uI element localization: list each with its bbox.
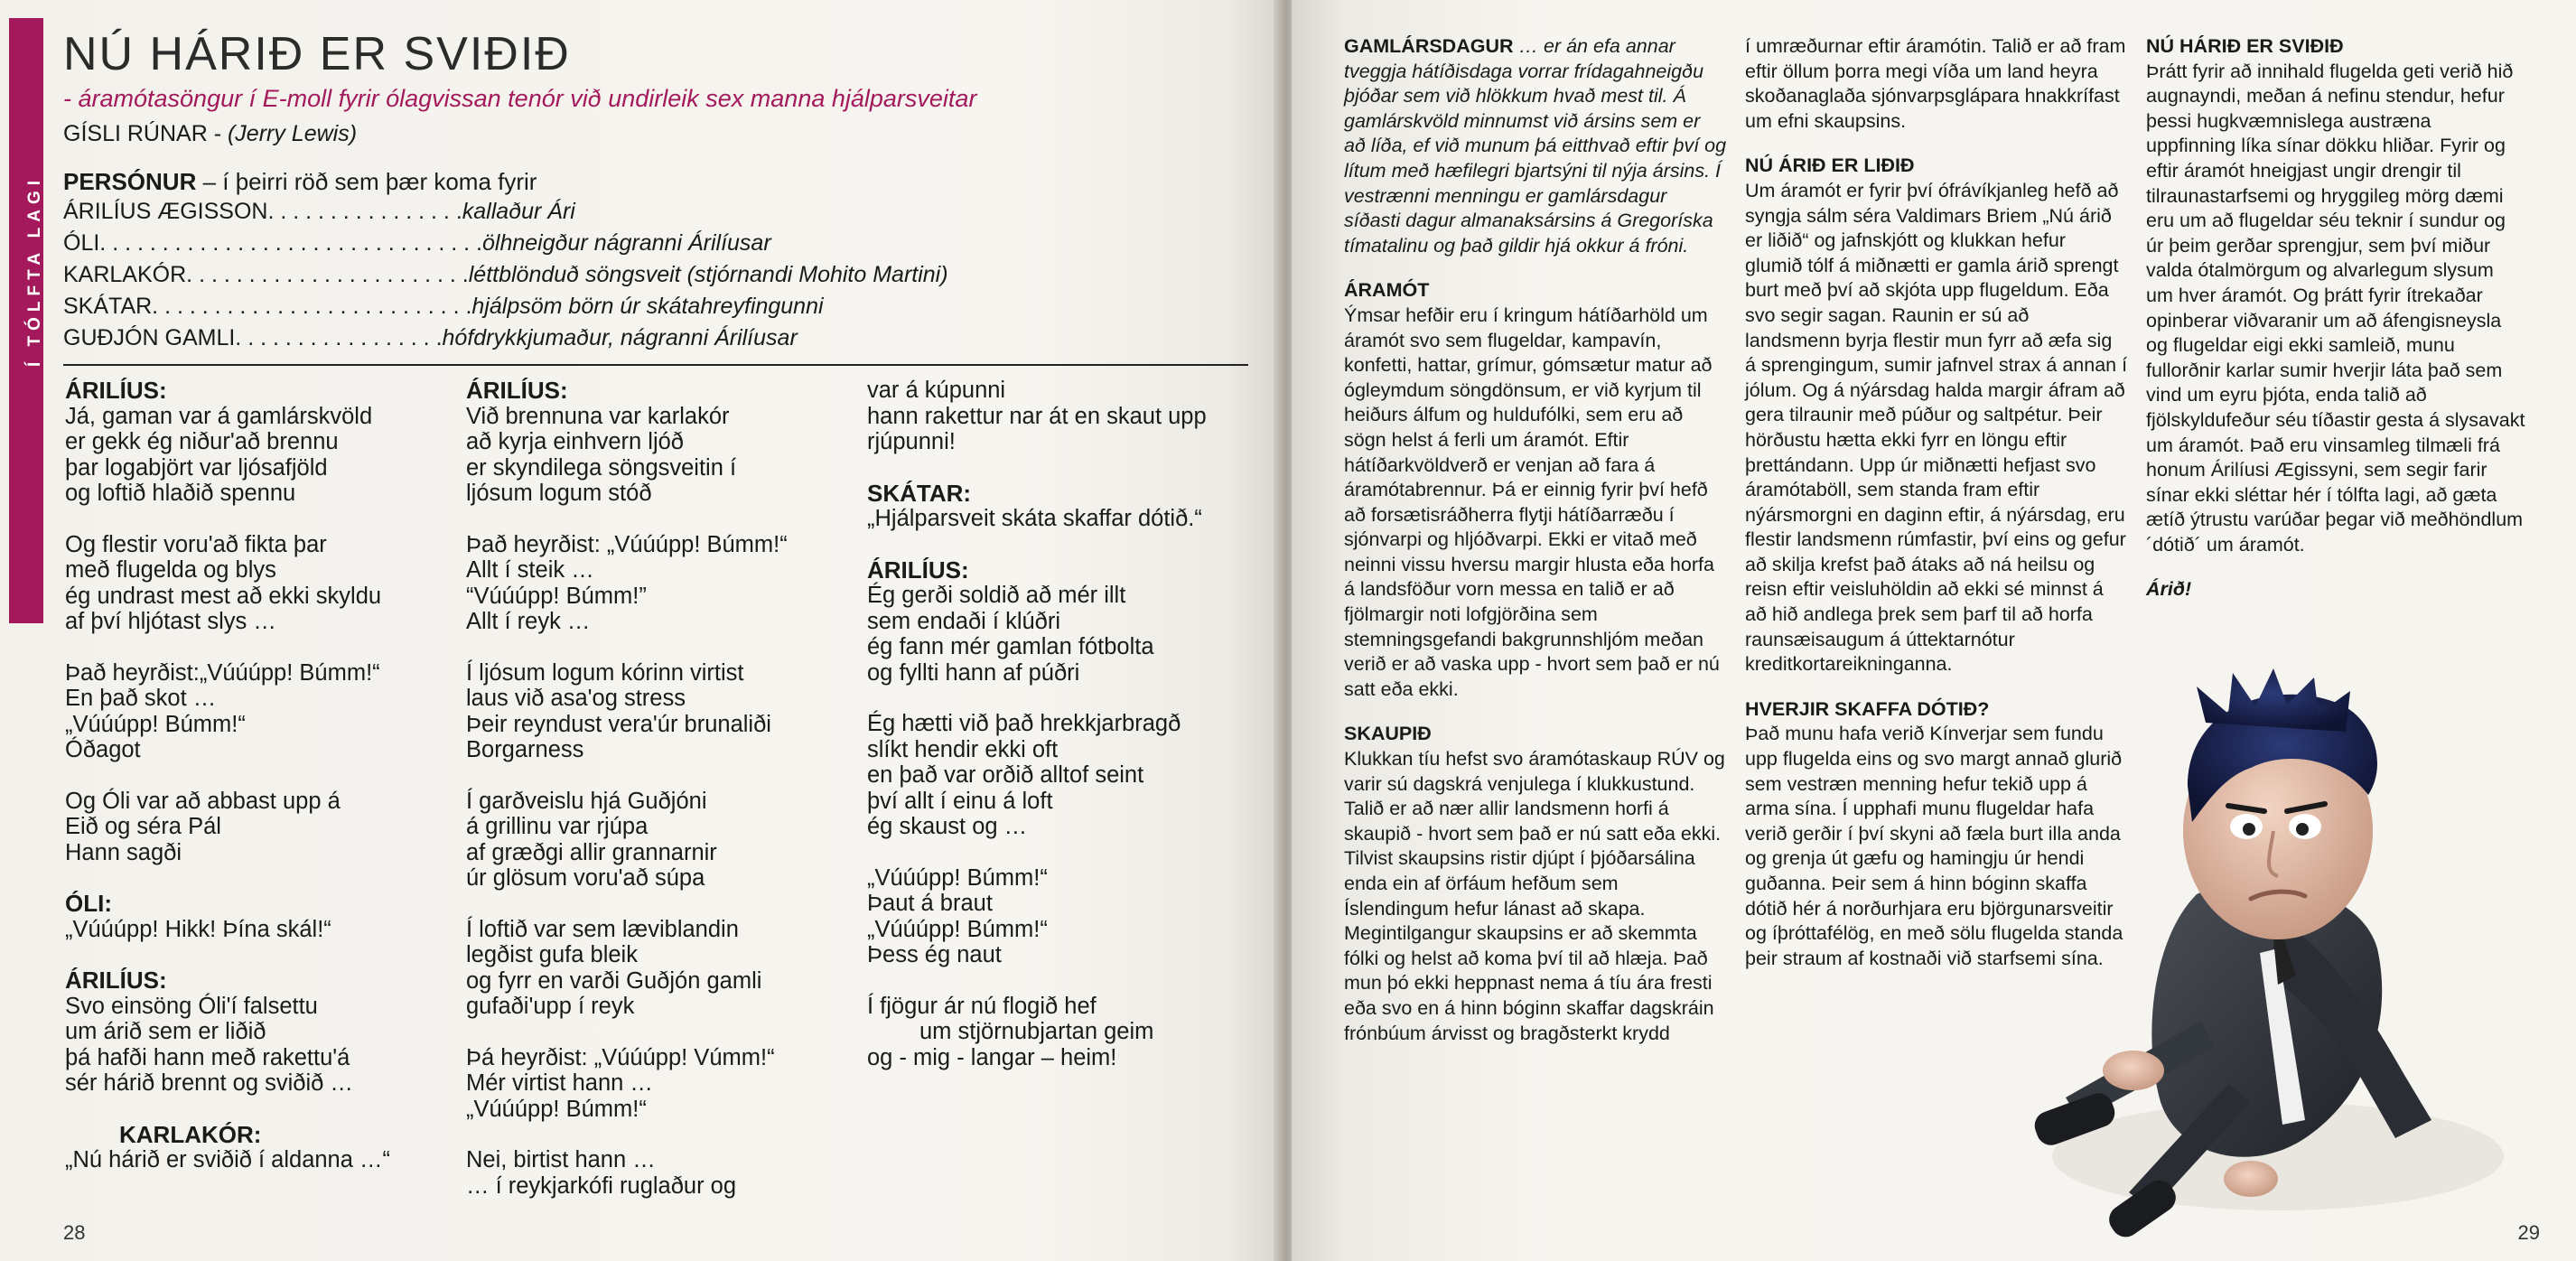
lyric-line: Í fjögur ár nú flogið hef: [867, 993, 1097, 1019]
lyric-line: Borgarness: [466, 737, 584, 762]
lyric-line: og fyllti hann af púðri: [867, 659, 1080, 686]
lyric-line: Svo einsöng Óli'í falsettu: [65, 993, 318, 1019]
lyric-line: Þá heyrðist: „Vúúúpp! Vúmm!“: [466, 1044, 775, 1070]
persons-heading: [63, 168, 537, 196]
stanza: [65, 532, 453, 635]
stanza: [65, 660, 453, 763]
lyric-line: ljósum logum stóð: [466, 481, 652, 506]
lyric-line: og fyrr en varði Guðjón gamli: [466, 967, 762, 994]
persons-label: PERSÓNUR: [63, 168, 197, 195]
stanza: [65, 1122, 453, 1173]
cast-name: ÓLI: [63, 230, 100, 256]
column-1-sections: [1344, 278, 1727, 1046]
section-text: Um áramót er fyrir því ófrávíkjanleg hefð að syngja sálm séra Valdimars Briem „Nú árið er liðið“ og jafnskjótt og klukkan hefur glumið tólf á miðnætti er gamla árið sprengt burt með því að skjóta upp flugeldum. Eða svo segir sagan. Raunin er sú að landsmenn byrja flestir mun fyrr að æfa sig á sprengingum, sumir jafnvel strax á annan í jólum. Og á nýársdag halda margir áfram að gera tilraunir með púður og saltpétur. Þeir hörðustu hætta ekki fyrr en löngu eftir þrettándann. Upp úr miðnætti hefjast svo áramótaböll, sem standa fram eftir nýársmorgni en daginn eftir, á nýársdag, eru flestir landsmenn rúmfastir, því eins og gefur að skilja krefst það átaks að ná heilsu og reisn eftir veisluhöldin að ekki sé minnst á að hið andlega þrek sem þarf til að horfa raunsæisaugum á úttektarnótur kreditkortareikninganna.: [1745, 179, 2128, 676]
stanza: [466, 378, 854, 507]
lyric-line: ég fann mér gamlan fótbolta: [867, 634, 1154, 659]
speaker-label: ÓLI:: [65, 890, 112, 917]
lyric-line: „Vúúúpp! Búmm!“: [867, 916, 1048, 942]
article-column-3: [2146, 34, 2525, 602]
lyric-line: sér hárið brennt og sviðið …: [65, 1070, 353, 1096]
cast-name: SKÁTAR: [63, 294, 153, 319]
lyric-line: Og Óli var að abbast upp á: [65, 788, 341, 814]
lyric-line: því allt í einu á loft: [867, 788, 1053, 814]
song-subtitle: - áramótasöngur í E-moll fyrir ólagvissan tenór við undirleik sex manna hjálparsveitar: [63, 85, 977, 112]
side-tab-label: Í TÓLFTA LAGI: [25, 174, 44, 368]
lyric-line: þá hafði hann með rakettu'á: [65, 1044, 350, 1070]
lyric-line: slíkt hendir ekki oft: [867, 736, 1059, 762]
lyric-line: Ég gerði soldið að mér illt: [867, 583, 1126, 608]
cast-row: [63, 325, 966, 357]
lyric-line: um árið sem er liðið: [65, 1019, 266, 1044]
section-heading: ÁRAMÓT: [1344, 279, 1430, 302]
speaker-label: ÁRILÍUS:: [65, 967, 167, 994]
cast-name: ÁRILÍUS ÆGISSON: [63, 199, 268, 224]
speaker-label: ÁRILÍUS:: [466, 377, 568, 404]
lyric-line: gufaði'upp í reyk: [466, 994, 635, 1019]
lyric-line: Þeir reyndust vera'úr brunaliði: [466, 711, 771, 737]
section-text: Það munu hafa verið Kínverjar sem fundu upp flugelda eins og svo margt annað glurið sem vestræn menning hefur tekið upp á arma sína. Í upphafi munu flugeldar hafa verið gerðir í því skyni að fæla burt illa anda og grenja út gæfu og hamingju úr hendi guðanna. Þeir sem á hinn bóginn skaffa dótið hér á norðurhjara eru björgunarsveitir og íþróttafélög, en með sölu flugelda standa þeir straum af kostnaði við starfsemi sína.: [1745, 723, 2123, 969]
author-name: GÍSLI RÚNAR -: [63, 121, 222, 146]
lyric-line: Allt í reyk …: [466, 609, 591, 634]
lyric-line: legðist gufa bleik: [466, 942, 638, 967]
lyric-line: „Vúúúpp! Hikk! Þína skál!“: [65, 916, 331, 942]
lyric-line: Við brennuna var karlakór: [466, 403, 730, 429]
lyric-line: Það heyrðist: „Vúúúpp! Búmm!“: [466, 531, 788, 557]
lyric-line: Ég hætti við það hrekkjarbragð: [867, 711, 1181, 736]
lyric-line: rjúpunni!: [867, 429, 956, 454]
stanza: [867, 481, 1255, 532]
author-alias: (Jerry Lewis): [227, 121, 358, 146]
lyric-line: „Nú hárið er sviðið í aldanna …“: [65, 1147, 391, 1172]
lyric-line: “Vúúúpp! Búmm!”: [466, 583, 647, 609]
divider-rule: [63, 364, 1248, 366]
cast-row: [63, 199, 966, 230]
lyric-line: Já, gaman var á gamlárskvöld: [65, 403, 373, 429]
lyric-line: Allt í steik …: [466, 557, 594, 583]
lyric-line: „Hjálparsveit skáta skaffar dótið.“: [867, 506, 1202, 531]
article-column-1: [1344, 34, 1727, 1066]
lyric-line: ég skaust og …: [867, 814, 1028, 839]
cast-role: hjálpsöm börn úr skátahreyfingunni: [471, 294, 824, 319]
lyric-line: Nei, birtist hann …: [466, 1147, 656, 1172]
section-text: Þrátt fyrir að innihald flugelda geti verið hið augnayndi, meðan á nefinu stendur, hefur þessi hugkvæmnislega austræna uppfinning líka sínar dökku hliðar. Fyrir og eftir áramót hneigjast ungir drengir til tilraunastarfsemi og hryggileg mörg dæmi eru um að flugeldar séu teknir í sundur og úr þeim gerðar sprengjur, sem því miður valda ótalmörgum og alvarlegum slysum um hver áramót. Og þrátt fyrir ítrekaðar opinberar viðvaranir um að áfengisneysla og flugeldar eigi ekki samleið, munu fullorðnir karlar sumir hverjir láta það sem vind um eyru þjóta, enda talið að fjölskyldufeður séu tíðastir gesta á slysavakt um áramót. Það eru vinsamleg tilmæli frá honum Árilíusi Ægissyni, sem segir farir sínar ekki sléttar hér í tólfta lagi, að gæta ætíð ýtrustu varúðar þegar við meðhöndlum ´dótið´ um áramót.: [2146, 60, 2525, 556]
section-text: Klukkan tíu hefst svo áramótaskaup RÚV og varir sú dagskrá venjulega í klukkustund. Talið er að nær allir landsmenn horfi á skaupið - hvort sem það er nú satt eða ekki. Tilvist skaupsins ristir djúpt í þjóðarsálina enda ein af örfáum hefðum sem Íslendingum hefur lánast að skapa. Megintilgangur skaupsins er að skemmta fólki og helst að koma því til að hlæja. Það mun þó ekki heppnast nema á tíu ára fresti eða svo en á hinn bóginn skaffar dagskráin frónbúum árvisst og bragðsterkt krydd: [1344, 748, 1725, 1044]
stanza: [65, 378, 453, 507]
intro-text: … er án efa annar tveggja hátíðisdaga vorrar frídagahneigðu þjóðar sem við hlökkum hvað mest til. Á gamlárskvöld minnumst við ársins sem er að líða, ef við munum þá eitthvað eftir því og lítum með hæfilegri bjartsýni til nýja ársins. Í vestrænni menningu er gamlársdagur síðasti dagur almanaksársins á Gregoríska tímatalinu og það gildir hjá okkur á fróni.: [1344, 35, 1727, 257]
song-author: [63, 121, 357, 147]
lyric-line: úr glösum voru'að súpa: [466, 865, 705, 891]
cast-list: [63, 199, 966, 357]
cast-role: kallaður Ári: [462, 199, 575, 224]
continued-paragraph: í umræðurnar eftir áramótin. Talið er að fram eftir öllum þorra megi víða um land heyra skoðanaglaða sjónvarpsglápara hnakkrífast um efni skaupsins.: [1745, 35, 2126, 132]
side-tab: [9, 18, 43, 623]
cast-role: ölhneigður nágranni Árilíusar: [482, 230, 771, 256]
cast-role: hófdrykkjumaður, nágranni Árilíusar: [442, 325, 798, 350]
stanza: [466, 1045, 854, 1123]
lyric-line: … í reykjarkófi ruglaður og: [466, 1172, 737, 1199]
stanza: [466, 660, 854, 763]
cast-dots: . . . . . . . . . . . . . . . .: [267, 199, 462, 224]
cast-name: GUÐJÓN GAMLI: [63, 325, 236, 350]
lyric-line: Eið og séra Pál: [65, 814, 221, 839]
cast-dots: . . . . . . . . . . . . . . . . . . . . . . . . . .: [152, 294, 472, 319]
stanza: [867, 865, 1255, 968]
lyric-line: „Vúúúpp! Búmm!“: [65, 711, 246, 737]
lyric-line: laus við asa'og stress: [466, 686, 686, 711]
lyric-line: sem endaði í klúðri: [867, 608, 1061, 634]
stanza: [466, 1147, 854, 1199]
stanza: [65, 789, 453, 866]
right-page: [1292, 0, 2576, 1261]
lyrics-column-3: [867, 378, 1255, 1096]
stanza: [867, 378, 1255, 455]
stanza: [466, 789, 854, 892]
stanza: [466, 917, 854, 1020]
speaker-label: SKÁTAR:: [867, 479, 972, 507]
stanza: [65, 891, 453, 942]
clay-character-figure-icon: [1980, 650, 2558, 1261]
section-heading: SKAUPIÐ: [1344, 723, 1432, 745]
section-text: Ýmsar hefðir eru í kringum hátíðarhöld um áramót svo sem flugeldar, kampavín, konfetti, hattar, grímur, gómsætur matur að ógleymdum söngdönsum, er við kyrjum til heiðurs álfum og huldufólki, sem eru að sögn helst á ferli um áramót. Eftir hátíðarkvöldverð er venjan að fara á áramótabrennur. Þá er einnig fyrir því hefð að forsætisráðherra flytji hátíðarræðu í sjónvarpi og hljóðvarpi. Ekki er vitað með neinni vissu hversu margir hlusta eða horfa á landsföður vorn messa en talið er að fjölmargir noti lofgjörðina sem stemningsgefandi bakgrunnshljóm meðan verið er að vaska upp - hvort sem það er nú satt eða ekki.: [1344, 304, 1720, 700]
speaker-label: ÁRILÍUS:: [867, 556, 969, 584]
lyric-line: er skyndilega söngsveitin í: [466, 454, 737, 481]
section-heading: HVERJIR SKAFFA DÓTIÐ?: [1745, 697, 1990, 720]
persons-intro: – í þeirri röð sem þær koma fyrir: [196, 168, 537, 195]
intro-heading: GAMLÁRSDAGUR: [1344, 35, 1514, 57]
speaker-label: KARLAKÓR:: [119, 1120, 262, 1148]
lyric-line: En það skot …: [65, 686, 217, 711]
cast-dots: . . . . . . . . . . . . . . . . .: [235, 325, 443, 350]
lyric-line: með flugelda og blys: [65, 557, 276, 583]
lyric-line: Óðagot: [65, 737, 141, 762]
lyric-line: „Vúúúpp! Búmm!“: [867, 864, 1048, 891]
section-heading: NÚ ÁRIÐ ER LIÐIÐ: [1745, 154, 1915, 177]
lyric-line: Þaut á braut: [867, 891, 993, 916]
lyrics-column-1: [65, 378, 453, 1199]
lyric-line: hann rakettur nar át en skaut upp: [867, 403, 1207, 429]
lyric-line: af græðgi allir grannarnir: [466, 839, 717, 865]
song-title: NÚ HÁRIÐ ER SVIÐIÐ: [63, 28, 571, 80]
lyric-line: Í loftið var sem læviblandin: [466, 916, 739, 942]
cast-row: [63, 230, 966, 262]
lyric-line: að kyrja einhvern ljóð: [466, 429, 684, 454]
signature: Árið!: [2146, 578, 2192, 601]
lyric-line: af því hljótast slys …: [65, 609, 276, 634]
stanza: [867, 711, 1255, 840]
cast-role: léttblönduð söngsveit (stjórnandi Mohito Martini): [468, 262, 948, 287]
lyric-line: er gekk ég niður'að brennu: [65, 429, 339, 454]
lyric-line: Mér virtist hann …: [466, 1070, 653, 1096]
lyric-line: Og flestir voru'að fikta þar: [65, 531, 327, 557]
cast-row: [63, 294, 966, 325]
lyric-line: og - mig - langar – heim!: [867, 1044, 1117, 1070]
cast-row: [63, 262, 966, 294]
left-page: [0, 0, 1281, 1261]
lyric-line: var á kúpunni: [867, 378, 1006, 403]
lyrics-column-2: [466, 378, 854, 1224]
lyric-line: ég undrast mest að ekki skyldu: [65, 583, 382, 609]
lyric-line: þar logabjört var ljósafjöld: [65, 454, 328, 481]
stanza: [65, 967, 453, 1097]
lyric-line: á grillinu var rjúpa: [466, 814, 649, 839]
lyric-line: Þess ég naut: [867, 942, 1002, 967]
lyric-line: og loftið hlaðið spennu: [65, 481, 296, 506]
section-heading: NÚ HÁRIÐ ER SVIÐIÐ: [2146, 35, 2344, 57]
lyric-line: Það heyrðist:„Vúúúpp! Búmm!“: [65, 659, 380, 686]
cast-dots: . . . . . . . . . . . . . . . . . . . . . . .: [186, 262, 469, 287]
stanza: [466, 532, 854, 635]
intro-paragraph: [1344, 34, 1727, 258]
lyric-line: um stjörnubjartan geim: [919, 1019, 1154, 1044]
lyric-line: Í garðveislu hjá Guðjóni: [466, 788, 707, 814]
stanza: [867, 557, 1255, 687]
lyric-line: en það var orðið alltof seint: [867, 762, 1144, 788]
stanza: [867, 994, 1255, 1071]
cast-name: KARLAKÓR: [63, 262, 187, 287]
page-number-left: 28: [63, 1221, 86, 1244]
lyric-line: Hann sagði: [65, 839, 182, 865]
page-number-right: 29: [2517, 1221, 2540, 1244]
cast-dots: . . . . . . . . . . . . . . . . . . . . . . . . . . . . . . .: [99, 230, 482, 256]
lyric-line: Í ljósum logum kórinn virtist: [466, 659, 744, 686]
speaker-label: ÁRILÍUS:: [65, 377, 167, 404]
lyric-line: „Vúúúpp! Búmm!“: [466, 1096, 647, 1122]
